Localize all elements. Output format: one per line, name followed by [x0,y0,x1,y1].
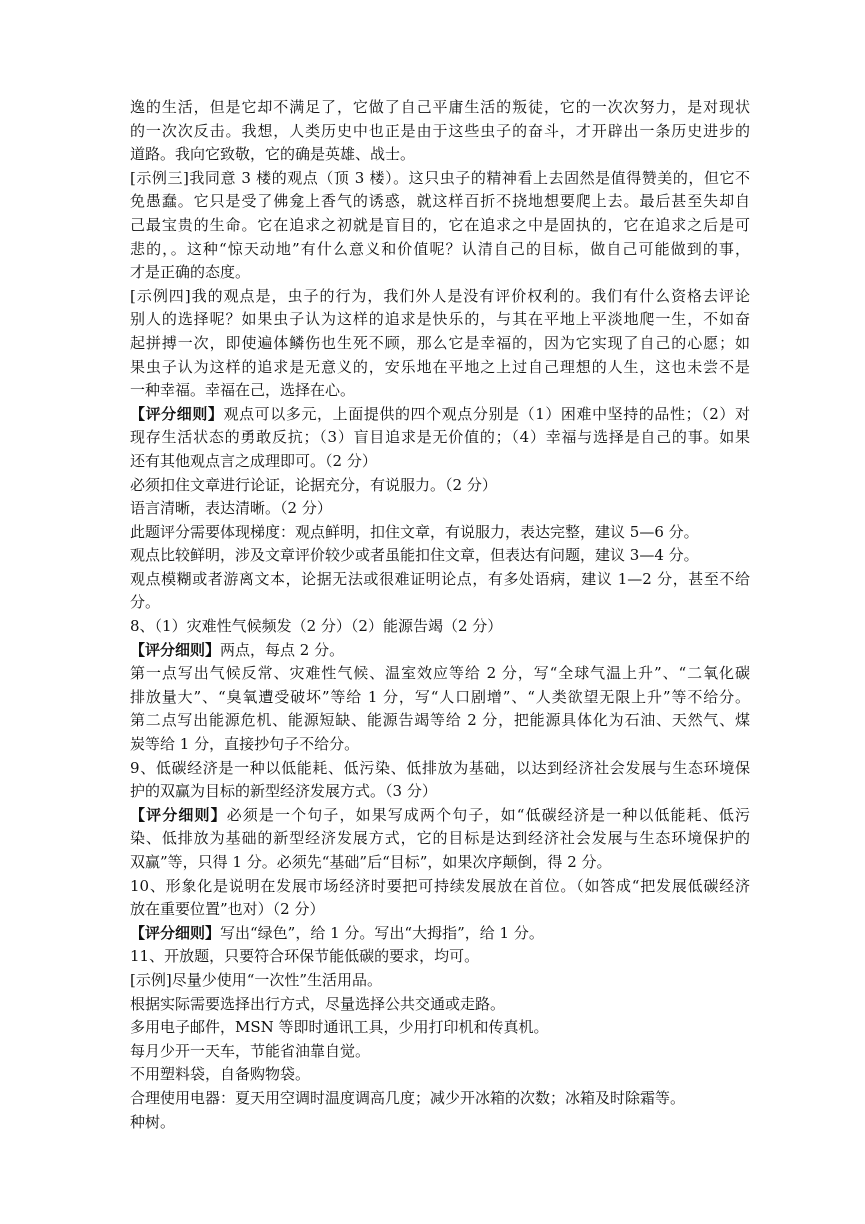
text-line: 观点模糊或者游离文本，论据无法或很难证明论点，有多处语病，建议 1—2 分，甚至不给 [130,569,750,588]
scoring-rule-label: 【评分细则】 [130,923,221,942]
text-line: 现存生活状态的勇敢反抗；（3）盲目追求是无价值的；（4）幸福与选择是自己的事。如果 [130,428,750,447]
text-line: 8、（1）灾难性气候频发（2 分）（2）能源告竭（2 分） [130,617,503,636]
text-line: 9、低碳经济是一种以低能耗、低污染、低排放为基础，以达到经济社会发展与生态环境保 [130,758,750,777]
text-line [130,639,750,663]
text-line: [示例]尽量少使用“一次性”生活用品。 [130,970,383,989]
text-line: 才是正确的态度。 [130,263,251,282]
text-line [130,804,750,828]
document-page [130,96,750,1134]
text-line: 第二点写出能源危机、能源短缺、能源告竭等给 2 分，把能源具体化为石油、天然气、煤 [130,711,750,730]
text-line: 炭等给 1 分，直接抄句子不给分。 [130,735,360,754]
text-line [130,403,750,427]
text-line: 一种幸福。幸福在己，选择在心。 [130,381,356,400]
text-line: 种树。 [130,1112,176,1131]
text-line: 11、开放题，只要符合环保节能低碳的要求，均可。 [130,947,480,966]
text-line: 护的双赢为目标的新型经济发展方式。（3 分） [130,782,437,801]
scoring-rule-label: 【评分细则】 [130,640,221,659]
text-line: [示例四]我的观点是，虫子的行为，我们外人是没有评价权利的。我们有什么资格去评论 [130,286,750,305]
text-line: 逸的生活，但是它却不满足了，它做了自己平庸生活的叛徒，它的一次次努力，是对现状 [130,98,750,116]
text-line: 双赢”等，只得 1 分。必须先“基础”后“目标”，如果次序颠倒，得 2 分。 [130,853,612,871]
text-line: 此题评分需要体现梯度：观点鲜明，扣住文章，有说服力，表达完整，建议 5—6 分。 [130,522,699,541]
text-line: 别人的选择呢？如果虫子认为这样的追求是快乐的，与其在平地上平淡地爬一生，不如奋 [130,310,750,329]
text-line: 多用电子邮件，MSN 等即时通讯工具，少用打印机和传真机。 [130,1018,549,1037]
scoring-rule-label: 【评分细则】 [130,805,227,824]
text-line: 的一次次反击。我想，人类历史中也正是由于这些虫子的奋斗，才开辟出一条历史进步的 [130,121,750,140]
text-line: 合理使用电器：夏天用空调时温度调高几度；减少开冰箱的次数；冰箱及时除霜等。 [130,1088,686,1107]
text-line: 悲的，。这种“惊天动地”有什么意义和价值呢？认清自己的目标，做自己可能做到的事， [130,239,750,258]
text-line: 分。 [130,593,161,612]
text-line: 染、低排放为基础的新型经济发展方式，它的目标是达到经济社会发展与生态环境保护的 [130,829,750,848]
text-line: 果虫子认为这样的追求是无意义的，安乐地在平地之上过自己理想的人生，这也未尝不是 [130,357,750,376]
line-body: 写出“绿色”，给 1 分。写出“大拇指”，给 1 分。 [220,923,544,942]
text-line: 每月少开一天车，节能省油靠自觉。 [130,1041,371,1060]
text-line: 放在重要位置”也对）（2 分） [130,900,325,919]
text-line: 10、形象化是说明在发展市场经济时要把可持续发展放在首位。（如答成“把发展低碳经济 [130,876,750,895]
text-line: 观点比较鲜明，涉及文章评价较少或者虽能扣住文章，但表达有问题，建议 3—4 分。 [130,546,699,565]
text-line: 第一点写出气候反常、灾难性气候、温室效应等给 2 分，写“全球气温上升”、“二氧化碳 [130,664,750,683]
text-line: 语言清晰，表达清晰。（2 分） [130,499,332,518]
text-line: 免愚蠢。它只是受了佛龛上香气的诱惑，就这样百折不挠地想要爬上去。最后甚至失却自 [130,192,750,211]
text-line: 必须扣住文章进行论证，论据充分，有说服力。（2 分） [130,475,497,494]
text-line [130,922,750,946]
line-body: 观点可以多元，上面提供的四个观点分别是（1）困难中坚持的品性；（2）对 [223,404,750,423]
text-line: 起拼搏一次，即使遍体鳞伤也生死不顾，那么它是幸福的，因为它实现了自己的心愿；如 [130,333,750,352]
line-body: 必须是一个句子，如果写成两个句子，如“低碳经济是一种以低能耗、低污 [226,805,750,824]
text-line: 不用塑料袋，自备购物袋。 [130,1065,311,1084]
line-body: 两点，每点 2 分。 [220,640,345,659]
text-line: 己最宝贵的生命。它在追求之初就是盲目的，它在追求之中是固执的，它在追求之后是可 [130,215,750,234]
text-line: [示例三]我同意 3 楼的观点（顶 3 楼）。这只虫子的精神看上去固然是值得赞美的，但它不 [130,168,750,187]
scoring-rule-label: 【评分细则】 [130,404,224,423]
text-line: 还有其他观点言之成理即可。（2 分） [130,451,377,470]
text-line: 道路。我向它致敬，它的确是英雄、战士。 [130,145,416,164]
text-line: 根据实际需要选择出行方式，尽量选择公共交通或走路。 [130,994,506,1013]
text-line: 排放量大”、“臭氧遭受破坏”等给 1 分，写“人口剧增”、“人类欲望无限上升”等不给分。 [130,687,750,706]
